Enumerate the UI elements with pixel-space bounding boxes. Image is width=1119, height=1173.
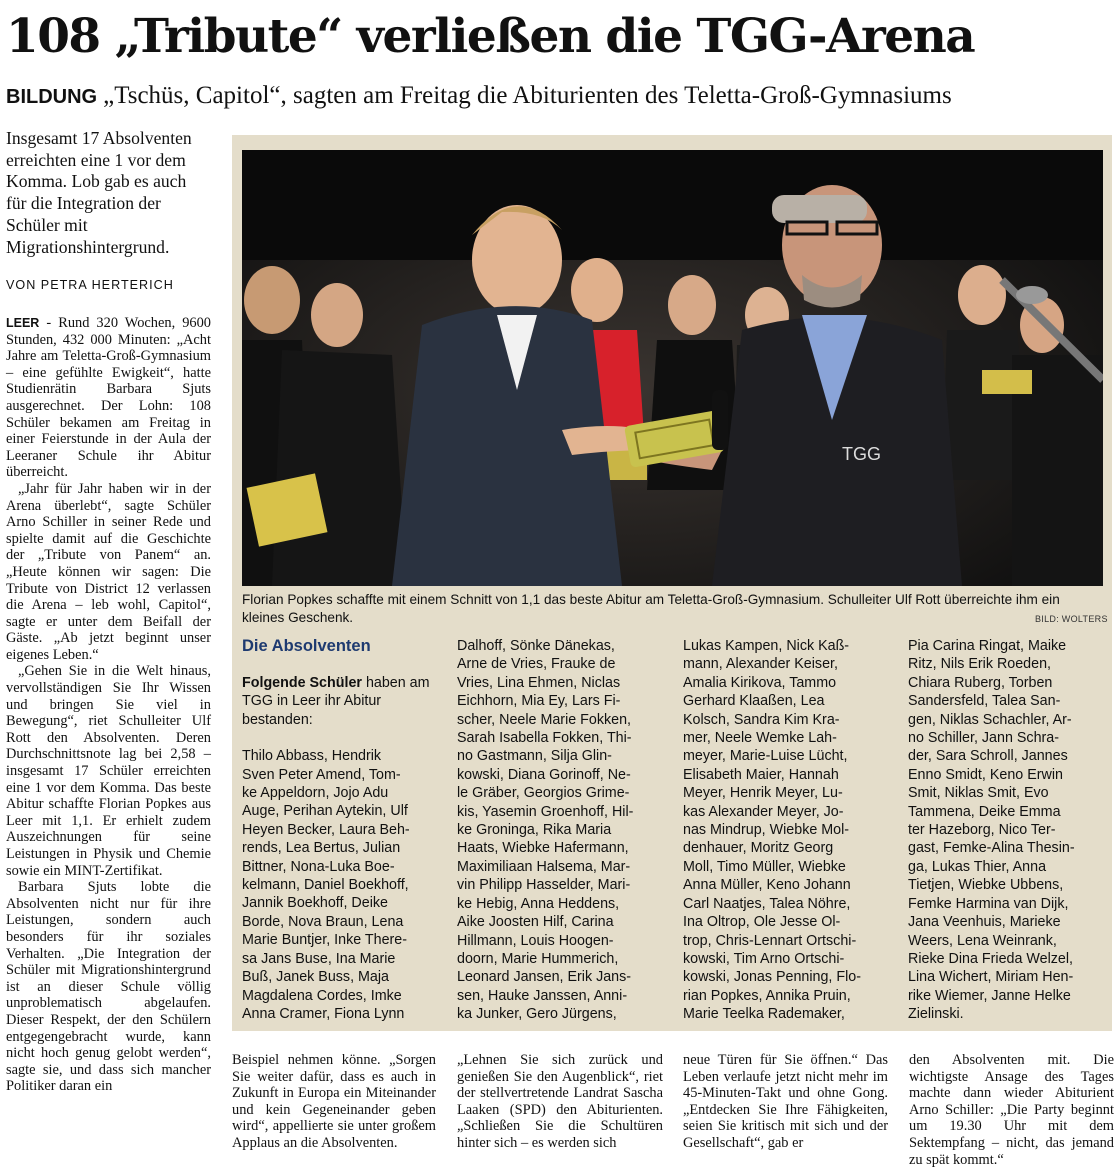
article-subhead xyxy=(6,80,952,112)
graduate-line: kowski, Diana Gorinoff, Ne- xyxy=(457,766,631,783)
article-lead: Insgesamt 17 Absolventen erreichten eine 1 vor dem Komma. Lob gab es auch für die Integration der Schüler mit Migrationshintergrund. xyxy=(6,128,192,257)
graduate-line: Moll, Timo Müller, Wiebke xyxy=(683,858,846,875)
graduate-line: vin Philipp Hasselder, Mari- xyxy=(457,877,631,894)
graduate-line: trop, Chris-Lennart Ortschi- xyxy=(683,932,857,949)
graduate-line: denhauer, Moritz Georg xyxy=(683,840,834,857)
graduate-line: le Gräber, Georgios Grime- xyxy=(457,785,630,802)
graduate-line: ke Groninga, Rika Maria xyxy=(457,822,612,839)
graduates-names xyxy=(908,637,1108,1024)
graduate-line: mer, Neele Wemke Lah- xyxy=(683,730,837,747)
graduate-line: Anna Cramer, Fiona Lynn xyxy=(242,1005,405,1022)
graduate-line: Tietjen, Wiebke Ubbens, xyxy=(908,877,1064,894)
graduate-line: kowski, Jonas Penning, Flo- xyxy=(683,969,861,986)
graduate-line: mann, Alexander Keiser, xyxy=(683,656,838,673)
graduate-line: Enno Smidt, Keno Erwin xyxy=(908,766,1063,783)
graduate-line: Ritz, Nils Erik Roeden, xyxy=(908,656,1052,673)
graduate-line: no Schiller, Jann Schra- xyxy=(908,730,1059,747)
graduate-line: rike Wiemer, Janne Helke xyxy=(908,987,1071,1004)
graduates-column-2 xyxy=(457,637,677,1024)
graduate-line: Weers, Lena Weinrank, xyxy=(908,932,1057,949)
body-column-5: den Absolventen mit. Die wichtigste Ansage des Tages machte dann wieder Abiturient Arno Schiller: „Die Party beginnt um 19.30 Uhr mit dem Sektempfang – nicht, das jemand zu spät kommt.“ xyxy=(909,1052,1114,1168)
graduate-line: Carl Naatjes, Talea Nöhre, xyxy=(683,895,851,912)
graduate-line: Rieke Dina Frieda Welzel, xyxy=(908,950,1074,967)
graduate-line: Sandersfeld, Talea San- xyxy=(908,693,1061,710)
graduate-line: Magdalena Cordes, Imke xyxy=(242,987,402,1004)
graduate-line: sa Jans Buse, Ina Marie xyxy=(242,950,396,967)
graduate-line: Arne de Vries, Frauke de xyxy=(457,656,616,673)
graduate-line: Kolsch, Sandra Kim Kra- xyxy=(683,711,840,728)
graduate-line: Anna Müller, Keno Johann xyxy=(683,877,851,894)
graduate-line: Dalhoff, Sönke Dänekas, xyxy=(457,638,615,654)
body-column-1 xyxy=(6,315,211,1095)
graduate-line: Femke Harmina van Dijk, xyxy=(908,895,1069,912)
subhead-text: „Tschüs, Capitol“, sagten am Freitag die Abiturienten des Teletta-Groß-Gymnasiums xyxy=(103,82,952,109)
graduate-line: Eichhorn, Mia Ey, Lars Fi- xyxy=(457,693,621,710)
graduate-line: ka Junker, Gero Jürgens, xyxy=(457,1006,617,1023)
graduates-names xyxy=(242,747,450,1023)
graduate-line: Aike Joosten Hilf, Carina xyxy=(457,914,614,931)
graduate-line: Heyen Becker, Laura Beh- xyxy=(242,821,410,838)
graduate-line: sen, Hauke Janssen, Anni- xyxy=(457,987,628,1004)
graduate-line: ter Hazeborg, Nico Ter- xyxy=(908,822,1056,839)
graduate-line: gast, Femke-Alina Thesin- xyxy=(908,840,1075,857)
graduate-line: Meyer, Henrik Meyer, Lu- xyxy=(683,785,843,802)
graduate-line: Sarah Isabella Fokken, Thi- xyxy=(457,730,632,747)
graduate-line: Haats, Wiebke Hafermann, xyxy=(457,840,629,857)
graduate-line: kis, Yasemin Groenhoff, Hil- xyxy=(457,803,634,820)
photo-caption: Florian Popkes schaffte mit einem Schnitt von 1,1 das beste Abitur am Teletta-Groß-Gymnasium. Schulleiter Ulf Rott überreichte ihm ein kleines Geschenk. xyxy=(242,592,1060,625)
graduate-line: Smit, Niklas Smit, Evo xyxy=(908,785,1049,802)
article-headline: 108 „Tribute“ verließen die TGG-Arena xyxy=(6,9,975,64)
graduate-line: Ina Oltrop, Ole Jesse Ol- xyxy=(683,914,841,931)
graduate-line: Hillmann, Louis Hoogen- xyxy=(457,932,614,949)
dateline: LEER xyxy=(6,316,40,330)
author-byline: VON PETRA HERTERICH xyxy=(6,278,174,292)
graduate-line: Tammena, Deike Emma xyxy=(908,803,1061,820)
graduates-title: Die Absolventen xyxy=(242,637,371,655)
body-paragraph: „Gehen Sie in die Welt hinaus, vervollständigen Sie Ihr Wissen und bringen Sie viel in Bewegung“, riet Schulleiter Ulf Rott den Absolventen. Deren Durchschnittsnote lag bei 2,58 – insgesamt 17 Schüler erreichten eine 1 vor dem Komma. Das beste Abitur schaffte Florian Popkes aus Leer mit 1,1. Er erhielt zudem Auszeichnungen für seine Leistungen in Physik und Chemie sowie ein MINT-Zertifikat. xyxy=(6,663,211,879)
graduate-line: gen, Niklas Schachler, Ar- xyxy=(908,711,1072,728)
body-paragraph: „Jahr für Jahr haben wir in der Arena überlebt“, sagte Schüler Arno Schiller in seiner Rede und spielte damit auf die Geschichte der „Tribute von Panem“ an. „Heute können wir sagen: Die Tribute von District 12 verlassen die Arena – leb wohl, Capitol“, sagte er unter dem Beifall der Gäste. „Ab jetzt beginnt unser eigenes Leben.“ xyxy=(6,480,211,663)
graduate-line: Bittner, Nona-Luka Boe- xyxy=(242,858,395,875)
graduate-line: scher, Neele Marie Fokken, xyxy=(457,711,632,728)
graduate-line: der, Sara Schroll, Jannes xyxy=(908,748,1068,765)
graduate-line: doorn, Marie Hummerich, xyxy=(457,950,619,967)
article-photo xyxy=(242,150,1103,586)
graduate-line: kowski, Tim Arno Ortschi- xyxy=(683,950,845,967)
graduate-line: Gerhard Klaaßen, Lea xyxy=(683,693,825,710)
graduate-line: Vries, Lina Ehmen, Niclas xyxy=(457,674,621,691)
body-paragraph: Barbara Sjuts lobte die Absolventen nicht nur für ihre Leistungen, sondern auch besonders für ihr soziales Verhalten. „Die Integration der Schüler mit Migrationshintergrund ist an dieser Schule völlig unproblematisch abgelaufen. Dieser Respekt, der den Schülern entgegengebracht wurde, kann nicht hoch genug gelobt werden“, sagte sie, und dass sich mancher Politiker daran ein xyxy=(6,879,211,1095)
graduate-line: ke Hebig, Anna Heddens, xyxy=(457,895,620,912)
graduate-line: Thilo Abbass, Hendrik xyxy=(242,748,382,765)
body-column-3: „Lehnen Sie sich zurück und genießen Sie den Augenblick“, riet der stellvertretende Landrat Sascha Laaken (SPD) den Abiturienten. „Schließen Sie die Schultüren hinter sich – es werden sich xyxy=(457,1052,663,1151)
graduate-line: kas Alexander Meyer, Jo- xyxy=(683,803,844,820)
graduate-line: Marie Buntjer, Inke There- xyxy=(242,932,408,949)
jacket-logo: TGG xyxy=(842,444,881,464)
graduates-names xyxy=(457,637,677,1024)
graduate-line: Jana Veenhuis, Marieke xyxy=(908,914,1061,931)
body-column-4: neue Türen für Sie öffnen.“ Das Leben verlaufe jetzt nicht mehr im 45-Minuten-Takt und ohne Gong. „Entdecken Sie Ihre Fähigkeiten, seien Sie kritisch mit sich und der Gesellschaft“, gab er xyxy=(683,1052,888,1151)
graduate-line: Pia Carina Ringat, Maike xyxy=(908,638,1067,654)
graduate-line: Zielinski. xyxy=(908,1006,964,1023)
body-paragraph: LEER - Rund 320 Wochen, 9600 Stunden, 432 000 Minuten: „Acht Jahre am Teletta-Groß-Gymnasium – eine gefühlte Ewigkeit“, hatte Studienrätin Barbara Sjuts ausgerechnet. Der Lohn: 108 Schüler bekamen am Freitag in einer Feierstunde in der Aula der Leeraner Schule ihr Abitur überreicht. xyxy=(6,315,211,481)
graduates-intro: Folgende Schüler haben am TGG in Leer ihr Abitur bestanden: xyxy=(242,675,430,728)
graduate-line: Leonard Jansen, Erik Jans- xyxy=(457,969,632,986)
graduate-line: Buß, Janek Buss, Maja xyxy=(242,969,390,986)
graduate-line: Maximiliaan Halsema, Mar- xyxy=(457,858,631,875)
graduate-line: ke Appeldorn, Jojo Adu xyxy=(242,785,389,802)
graduate-line: Elisabeth Maier, Hannah xyxy=(683,766,839,783)
section-kicker: BILDUNG xyxy=(6,86,98,108)
body-column-2: Beispiel nehmen könne. „Sorgen Sie weiter dafür, dass es auch in Zukunft in Europa ein Miteinander und kein Gegeneinander geben wird“, appellierte sie unter großem Applaus an die Absolventen. xyxy=(232,1052,436,1151)
graduate-line: Lina Wichert, Miriam Hen- xyxy=(908,969,1074,986)
graduate-line: nas Mindrup, Wiebke Mol- xyxy=(683,822,850,839)
graduate-line: Marie Teelka Rademaker, xyxy=(683,1006,845,1023)
graduate-line: Chiara Ruberg, Torben xyxy=(908,674,1053,691)
graduate-line: kelmann, Daniel Boekhoff, xyxy=(242,877,409,894)
photo-credit: BILD: WOLTERS xyxy=(1035,614,1108,624)
graduates-column-1 xyxy=(242,674,450,1023)
graduate-line: rends, Lea Bertus, Julian xyxy=(242,840,401,857)
graduates-names xyxy=(683,637,903,1024)
graduate-line: Lukas Kampen, Nick Kaß- xyxy=(683,638,850,654)
graduate-line: no Gastmann, Silja Glin- xyxy=(457,748,612,765)
graduate-line: Borde, Nova Braun, Lena xyxy=(242,913,404,930)
graduates-column-4 xyxy=(908,637,1108,1024)
graduate-line: Jannik Boekhoff, Deike xyxy=(242,895,388,912)
graduate-line: rian Popkes, Annika Pruin, xyxy=(683,987,851,1004)
graduate-line: Amalia Kirikova, Tammo xyxy=(683,674,837,691)
graduate-line: Sven Peter Amend, Tom- xyxy=(242,766,401,783)
graduate-line: meyer, Marie-Luise Lücht, xyxy=(683,748,848,765)
graduate-line: ga, Lukas Thier, Anna xyxy=(908,858,1047,875)
graduate-line: Auge, Perihan Aytekin, Ulf xyxy=(242,803,408,820)
graduates-column-3 xyxy=(683,637,903,1024)
